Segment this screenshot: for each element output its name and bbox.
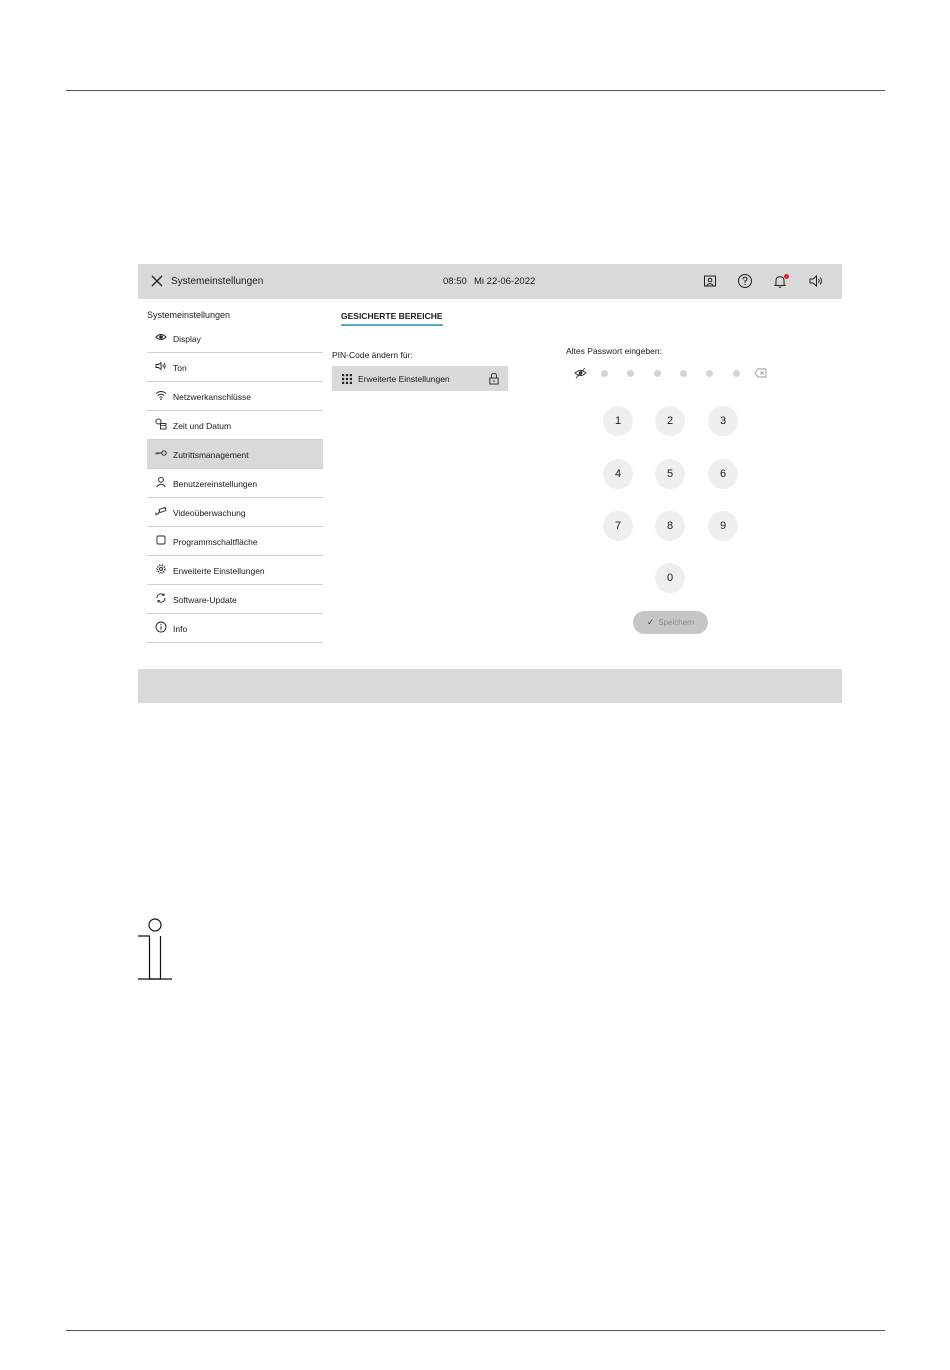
sidebar-item-label: Benutzereinstellungen xyxy=(173,479,258,489)
sidebar-item-label: Software-Update xyxy=(173,595,237,605)
save-button[interactable] xyxy=(633,611,708,634)
clock-date: Mi 22-06-2022 xyxy=(474,276,536,287)
sidebar-item-label: Display xyxy=(173,334,201,344)
sidebar-item-zutritt[interactable] xyxy=(147,440,323,469)
user-icon xyxy=(155,476,167,488)
sidebar-item-label: Zeit und Datum xyxy=(173,421,232,431)
info-icon xyxy=(155,621,167,633)
sidebar-item-label: Programmschaltfläche xyxy=(173,537,258,547)
sidebar-item-label: Videoüberwachung xyxy=(173,508,246,518)
keypad-key-9[interactable]: 9 xyxy=(708,511,738,541)
bottom-bar xyxy=(138,669,842,703)
pin-change-label: PIN-Code ändern für: xyxy=(332,350,413,360)
eye-off-icon[interactable] xyxy=(574,367,587,379)
sidebar-item-display[interactable] xyxy=(147,324,323,353)
sidebar-item-ton[interactable] xyxy=(147,353,323,382)
password-dot xyxy=(733,370,740,377)
notification-badge xyxy=(784,274,789,279)
password-dot xyxy=(680,370,687,377)
keypad-key-2[interactable]: 2 xyxy=(655,406,685,436)
pin-area-label: Erweiterte Einstellungen xyxy=(358,374,450,384)
page-bottom-rule xyxy=(66,1330,885,1331)
sidebar-item-netzwerk[interactable] xyxy=(147,382,323,411)
password-dot xyxy=(601,370,608,377)
clock-calendar-icon xyxy=(155,418,167,430)
sidebar-item-label: Info xyxy=(173,624,188,634)
keypad-key-3[interactable]: 3 xyxy=(708,406,738,436)
note-info-icon xyxy=(137,917,173,981)
sidebar-item-software[interactable] xyxy=(147,585,323,614)
refresh-icon xyxy=(155,592,167,604)
keypad-key-6[interactable]: 6 xyxy=(708,459,738,489)
sidebar-item-benutzer[interactable] xyxy=(147,469,323,498)
sidebar-title: Systemeinstellungen xyxy=(147,310,231,320)
sidebar-item-info[interactable] xyxy=(147,614,323,643)
speaker-icon xyxy=(155,360,167,372)
sidebar-item-video[interactable] xyxy=(147,498,323,527)
password-dot xyxy=(706,370,713,377)
sidebar-item-label: Ton xyxy=(173,363,187,373)
help-icon[interactable] xyxy=(737,273,753,289)
close-icon[interactable] xyxy=(150,274,164,288)
sidebar xyxy=(147,324,323,643)
sidebar-item-label: Erweiterte Einstellungen xyxy=(173,566,265,576)
key-icon xyxy=(155,447,167,459)
sidebar-item-label: Netzwerkanschlüsse xyxy=(173,392,251,402)
window-title: Systemeinstellungen xyxy=(171,276,264,287)
keypad-key-0[interactable]: 0 xyxy=(655,563,685,593)
grid-icon xyxy=(341,373,353,385)
sidebar-item-zeit[interactable] xyxy=(147,411,323,440)
password-label: Altes Passwort eingeben: xyxy=(566,346,662,356)
password-dot xyxy=(627,370,634,377)
tab-gesicherte-bereiche[interactable]: GESICHERTE BEREICHE xyxy=(341,311,443,326)
password-dot xyxy=(654,370,661,377)
keypad-key-4[interactable]: 4 xyxy=(603,459,633,489)
keypad-key-1[interactable]: 1 xyxy=(603,406,633,436)
lock-icon xyxy=(488,372,500,385)
square-icon xyxy=(155,534,167,546)
top-bar xyxy=(138,264,842,299)
wifi-icon xyxy=(155,389,167,401)
keypad-key-5[interactable]: 5 xyxy=(655,459,685,489)
check-icon: ✓ xyxy=(646,617,655,627)
eye-icon xyxy=(155,331,167,343)
backspace-icon[interactable] xyxy=(754,368,767,378)
contact-card-icon[interactable] xyxy=(702,273,718,289)
sidebar-item-programm[interactable] xyxy=(147,527,323,556)
save-button-label: Speichern xyxy=(658,618,695,627)
page-top-rule xyxy=(66,90,885,91)
keypad-key-8[interactable]: 8 xyxy=(655,511,685,541)
device-screen xyxy=(138,264,842,703)
sidebar-item-label: Zutrittsmanagement xyxy=(173,450,249,460)
pin-area-item[interactable] xyxy=(332,366,508,391)
keypad-key-7[interactable]: 7 xyxy=(603,511,633,541)
camera-icon xyxy=(155,505,167,517)
speaker-icon[interactable] xyxy=(808,273,824,289)
clock-time: 08:50 xyxy=(443,276,467,287)
gear-icon xyxy=(155,563,167,575)
sidebar-item-erweitert[interactable] xyxy=(147,556,323,585)
